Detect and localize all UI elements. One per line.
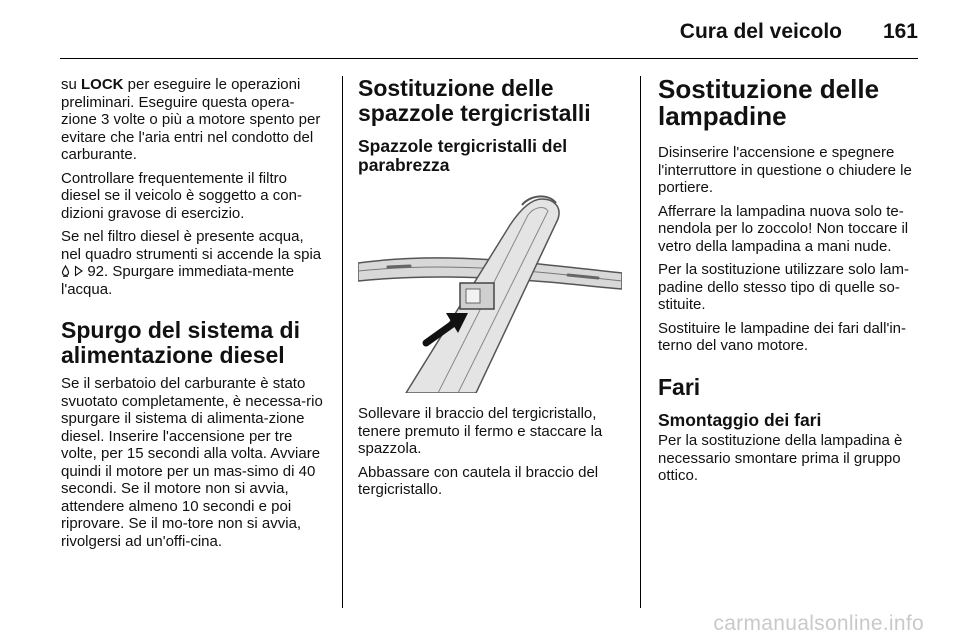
text-before-icon: Se nel filtro diesel è presente acqua, nel quadro strumenti si accende la spia <box>61 228 322 263</box>
text-lead: su <box>61 76 82 93</box>
paragraph-hold-bulb: Afferrare la lampadina nuova solo te-nendola per lo zoccolo! Non toccare il vetro della lampadina a mani nude. <box>658 202 909 255</box>
paragraph-same-type: Per la sostituzione utilizzare solo lam-padine dello stesso tipo di quelle so-stituite. <box>658 261 909 313</box>
heading-windscreen-wipers: Spazzole tergicristalli del parabrezza <box>358 136 568 175</box>
heading-bulb-replacement: Sostituzione delle lampadine <box>658 74 880 131</box>
wiper-blade-illustration <box>358 185 622 393</box>
column-divider <box>640 76 641 608</box>
paragraph-filter-check: Controllare frequentemente il filtro diesel se il veicolo è soggetto a con-dizioni gravose di esercizio. <box>61 169 302 222</box>
column-middle <box>358 76 626 505</box>
heading-headlights: Fari <box>658 373 701 400</box>
column-left <box>61 76 327 556</box>
heading-diesel-purge: Spurgo del sistema di alimentazione diesel <box>61 317 300 368</box>
fuel-filter-water-icon <box>61 265 70 277</box>
paragraph-switch-off: Disinserire l'accensione e spegnere l'interruttore in questione o chiudere le portiere. <box>658 144 912 196</box>
paragraph-lock <box>61 76 327 164</box>
column-right <box>658 76 924 491</box>
heading-headlight-removal: Smontaggio dei fari <box>658 410 822 430</box>
text-page-ref: 92. Spurgare immediata-mente l'acqua. <box>61 263 295 298</box>
paragraph-water-warning <box>61 228 327 298</box>
section-title: Cura del veicolo <box>679 20 842 43</box>
paragraph-lift-arm: Sollevare il braccio del tergicristallo, tenere premuto il fermo e staccare la spazzola. <box>358 405 603 457</box>
paragraph-remove-unit: Per la sostituzione della lampadina è necessario smontare prima il gruppo ottico. <box>658 432 903 484</box>
paragraph-purge-instructions: Se il serbatoio del carburante è stato svuotato completamente, è necessa-rio spurgare il sistema di alimenta-zione diesel. Inserire l'accensione per tre volte, per 15 secondi alla volta. Avviare quindi il motore per un mas-simo di 40 secondi. Se il motore non si avvia, attendere almeno 10 secondi e poi riprovare. Se il mo-tore non si avvia, rivolgersi ad un'offi-cina. <box>61 375 323 550</box>
paragraph-lower-arm: Abbassare con cautela il braccio del tergicristallo. <box>358 463 599 498</box>
header-rule <box>60 58 918 59</box>
lock-keyword: LOCK <box>81 76 124 93</box>
page-number: 161 <box>882 20 918 43</box>
text-rest: per eseguire le operazioni preliminari. Eseguire questa opera-zione 3 volte o più a motore spento per evitare che l'aria entri nel condotto del carburante. <box>61 76 321 163</box>
watermark: carmanualsonline.info <box>713 612 924 635</box>
column-divider <box>342 76 343 608</box>
paragraph-from-engine-bay: Sostituire le lampadine dei fari dall'in-terno del vano motore. <box>658 319 906 354</box>
heading-wiper-replacement: Sostituzione delle spazzole tergicristalli <box>358 75 591 126</box>
page-header <box>0 0 960 62</box>
page-reference-triangle-icon <box>74 265 83 277</box>
